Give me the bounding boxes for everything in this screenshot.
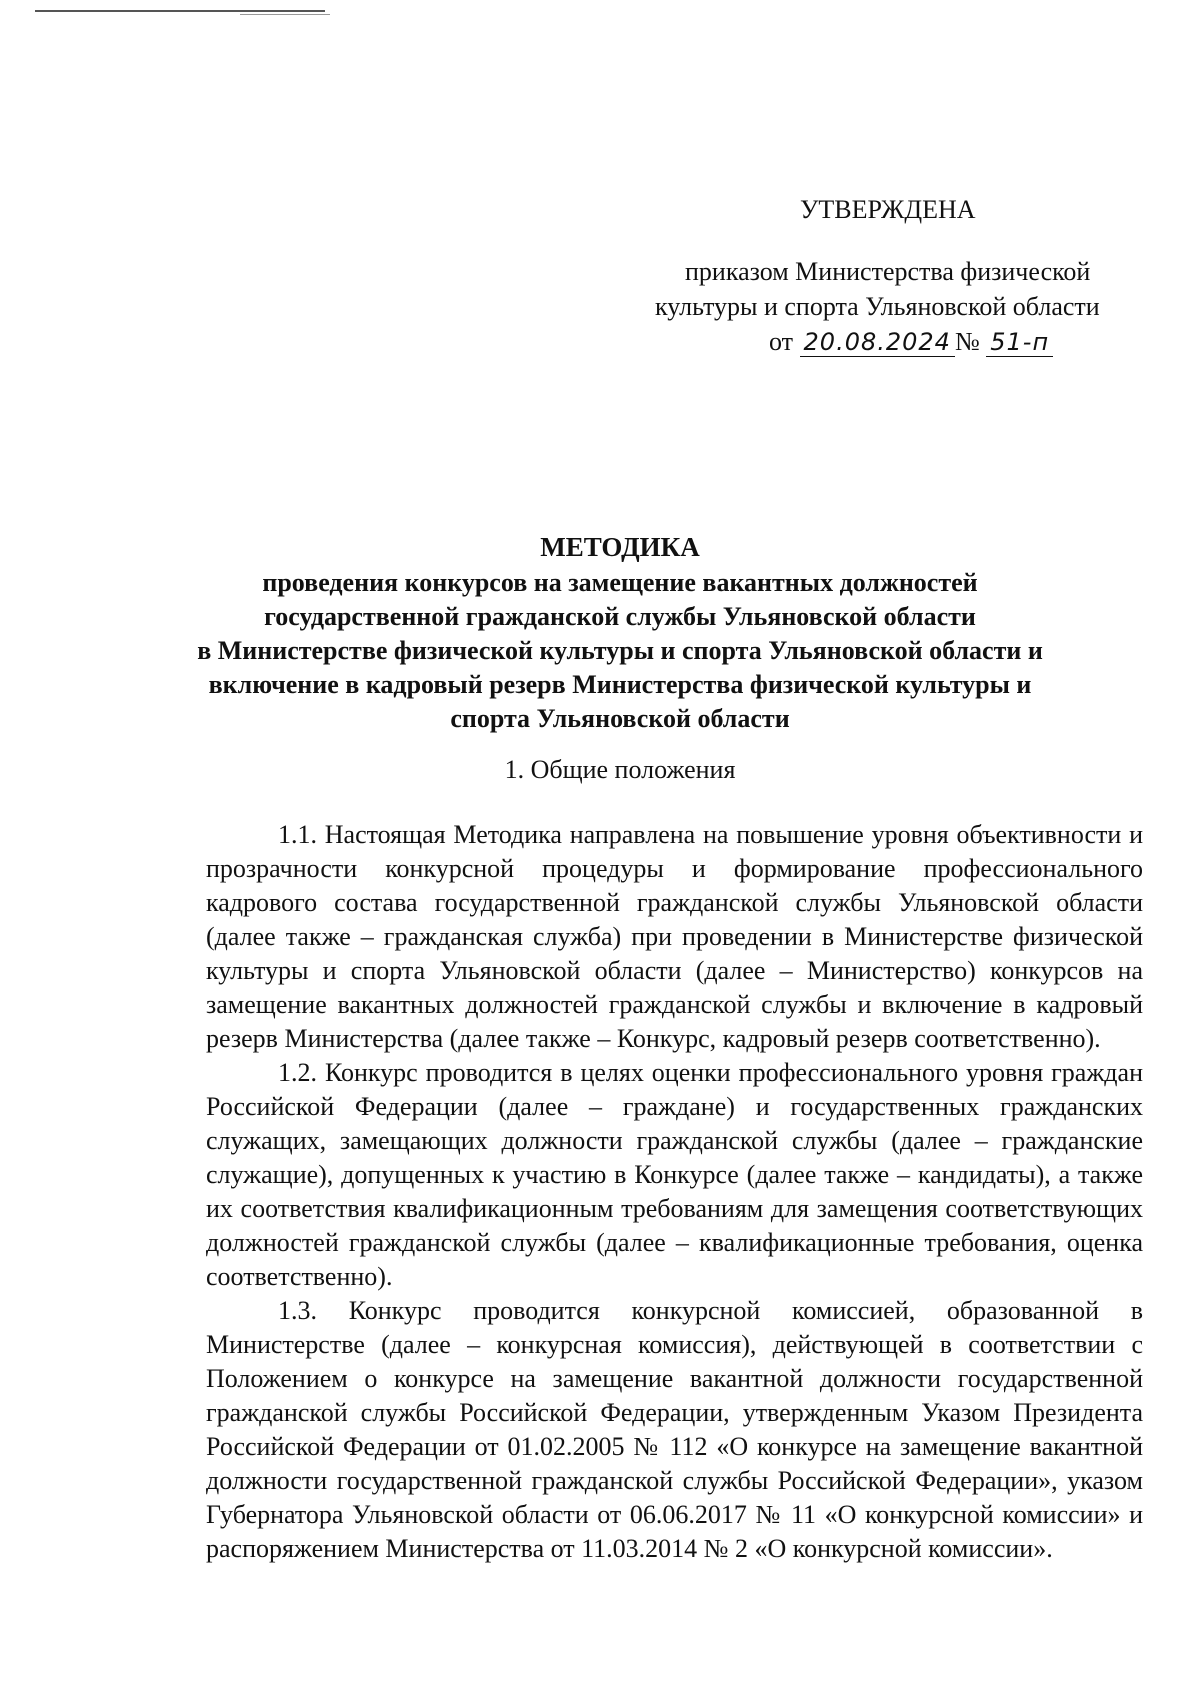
scan-artifact-line [35, 10, 325, 12]
section-heading: 1. Общие положения [504, 755, 736, 784]
order-date-handwritten: 20.08.2024 [800, 328, 955, 357]
approved-label: УТВЕРЖДЕНА [800, 195, 976, 224]
document-title-line: государственной гражданской службы Ульяновской области [264, 602, 976, 631]
order-number-handwritten: 51-п [986, 328, 1053, 357]
document-title-line: спорта Ульяновской области [450, 704, 790, 733]
order-date-number-line [769, 324, 1053, 360]
document-title-line: в Министерстве физической культуры и спорта Ульяновской области и [197, 636, 1043, 665]
order-line-2: культуры и спорта Ульяновской области [655, 292, 1100, 321]
order-from-label: от [769, 327, 794, 356]
document-title-main: МЕТОДИКА [540, 532, 700, 562]
order-line-1: приказом Министерства физической [685, 257, 1091, 286]
document-title-line: проведения конкурсов на замещение вакантных должностей [262, 568, 978, 597]
paragraph-1-1: 1.1. Настоящая Методика направлена на повышение уровня объективности и прозрачности конкурсной процедуры и формирование профессионального кадрового состава государственной гражданской службы Ульяновской области (далее также – гражданская служба) при проведении в Министерстве физической культуры и спорта Ульяновской области (далее – Министерство) конкурсов на замещение вакантных должностей гражданской службы и включение в кадровый резерв Министерства (далее также – Конкурс, кадровый резерв соответственно). [206, 820, 1143, 1053]
document-title-line: включение в кадровый резерв Министерства физической культуры и [208, 670, 1032, 699]
paragraph-1-2: 1.2. Конкурс проводится в целях оценки профессионального уровня граждан Российской Федерации (далее – граждане) и государственных гражданских служащих, замещающих должности гражданской службы (далее – гражданские служащие), допущенных к участию в Конкурсе (далее также – кандидаты), а также их соответствия квалификационным требованиям для замещения соответствующих должностей гражданской службы (далее – квалификационные требования, оценка соответственно). [206, 1058, 1143, 1291]
scan-artifact-line [240, 14, 330, 15]
document-title [180, 530, 1060, 736]
document-body [206, 818, 1143, 1566]
order-number-label: № [954, 327, 980, 356]
paragraph-1-3: 1.3. Конкурс проводится конкурсной комиссией, образованной в Министерстве (далее – конкурсная комиссия), действующей в соответствии с Положением о конкурсе на замещение вакантной должности государственной гражданской службы Российской Федерации, утвержденным Указом Президента Российской Федерации от 01.02.2005 № 112 «О конкурсе на замещение вакантной должности государственной гражданской службы Российской Федерации», указом Губернатора Ульяновской области от 06.06.2017 № 11 «О конкурсной комиссии» и распоряжением Министерства от 11.03.2014 № 2 «О конкурсной комиссии». [206, 1296, 1143, 1563]
